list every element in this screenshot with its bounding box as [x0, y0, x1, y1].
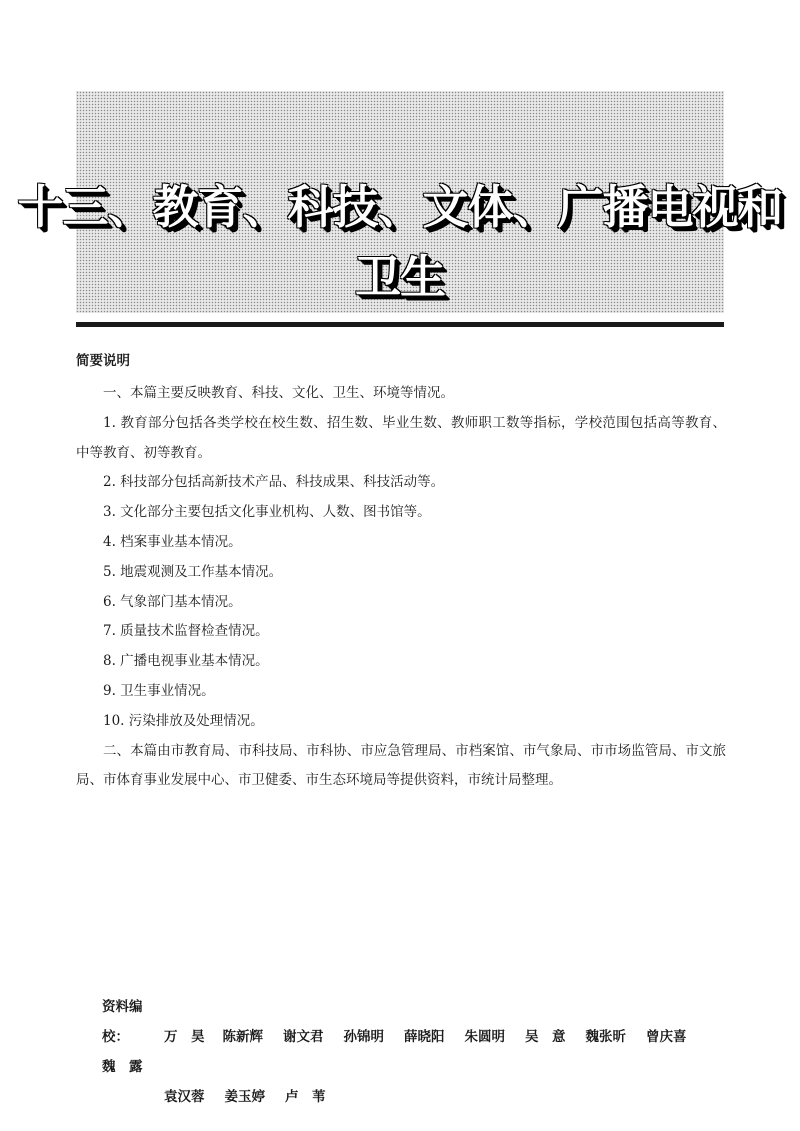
- compiler-name: 曾庆喜: [646, 1029, 687, 1045]
- compilers-label: 资料编校：: [102, 999, 143, 1045]
- compiler-name: 万 昊: [164, 1029, 205, 1045]
- notes-paragraph: 9. 卫生事业情况。: [103, 682, 215, 699]
- compiler-name: 袁汉蓉: [164, 1089, 205, 1105]
- notes-paragraph: 5. 地震观测及工作基本情况。: [103, 563, 283, 580]
- notes-paragraph: 10. 污染排放及处理情况。: [103, 712, 264, 729]
- compiler-name: 陈新辉: [222, 1029, 263, 1045]
- notes-paragraph: 3. 文化部分主要包括文化事业机构、人数、图书馆等。: [103, 504, 431, 521]
- notes-paragraph: 4. 档案事业基本情况。: [103, 533, 242, 550]
- notes-paragraph: 6. 气象部门基本情况。: [103, 593, 242, 610]
- compiler-name: 魏 露: [102, 1059, 143, 1075]
- compilers-line-2: [102, 1082, 742, 1112]
- compilers-line-1: [102, 992, 742, 1082]
- notes-paragraph: 1. 教育部分包括各类学校在校生数、招生数、毕业生数、教师职工数等指标，学校范围包括高等教育、中等教育、初等教育。: [76, 414, 726, 461]
- notes-paragraph: 二、本篇由市教育局、市科技局、市科协、市应急管理局、市档案馆、市气象局、市市场监管局、市文旅局、市体育事业发展中心、市卫健委、市生态环境局等提供资料，市统计局整理。: [76, 742, 726, 789]
- notes-heading: 简要说明: [76, 353, 130, 369]
- compiler-name: 卢 苇: [285, 1089, 326, 1105]
- compilers-credit: [102, 992, 742, 1112]
- notes-paragraph: 2. 科技部分包括高新技术产品、科技成果、科技活动等。: [103, 474, 445, 491]
- title-rule: [76, 322, 724, 327]
- notes-paragraph: 7. 质量技术监督检查情况。: [103, 623, 269, 640]
- compiler-name: 吴 意: [525, 1029, 566, 1045]
- chapter-title: 十三、教育、科技、文体、广播电视和卫生: [17, 180, 783, 304]
- compiler-name: 谢文君: [283, 1029, 324, 1045]
- compiler-name: 孙锦明: [343, 1029, 384, 1045]
- compiler-name: 朱圆明: [464, 1029, 505, 1045]
- notes-section: [76, 350, 726, 796]
- notes-paragraph: 8. 广播电视事业基本情况。: [103, 653, 269, 670]
- compiler-name: 薛晓阳: [404, 1029, 445, 1045]
- compiler-name: 魏张昕: [585, 1029, 626, 1045]
- notes-paragraph: 一、本篇主要反映教育、科技、文化、卫生、环境等情况。: [103, 385, 454, 401]
- compiler-name: 姜玉婷: [224, 1089, 265, 1105]
